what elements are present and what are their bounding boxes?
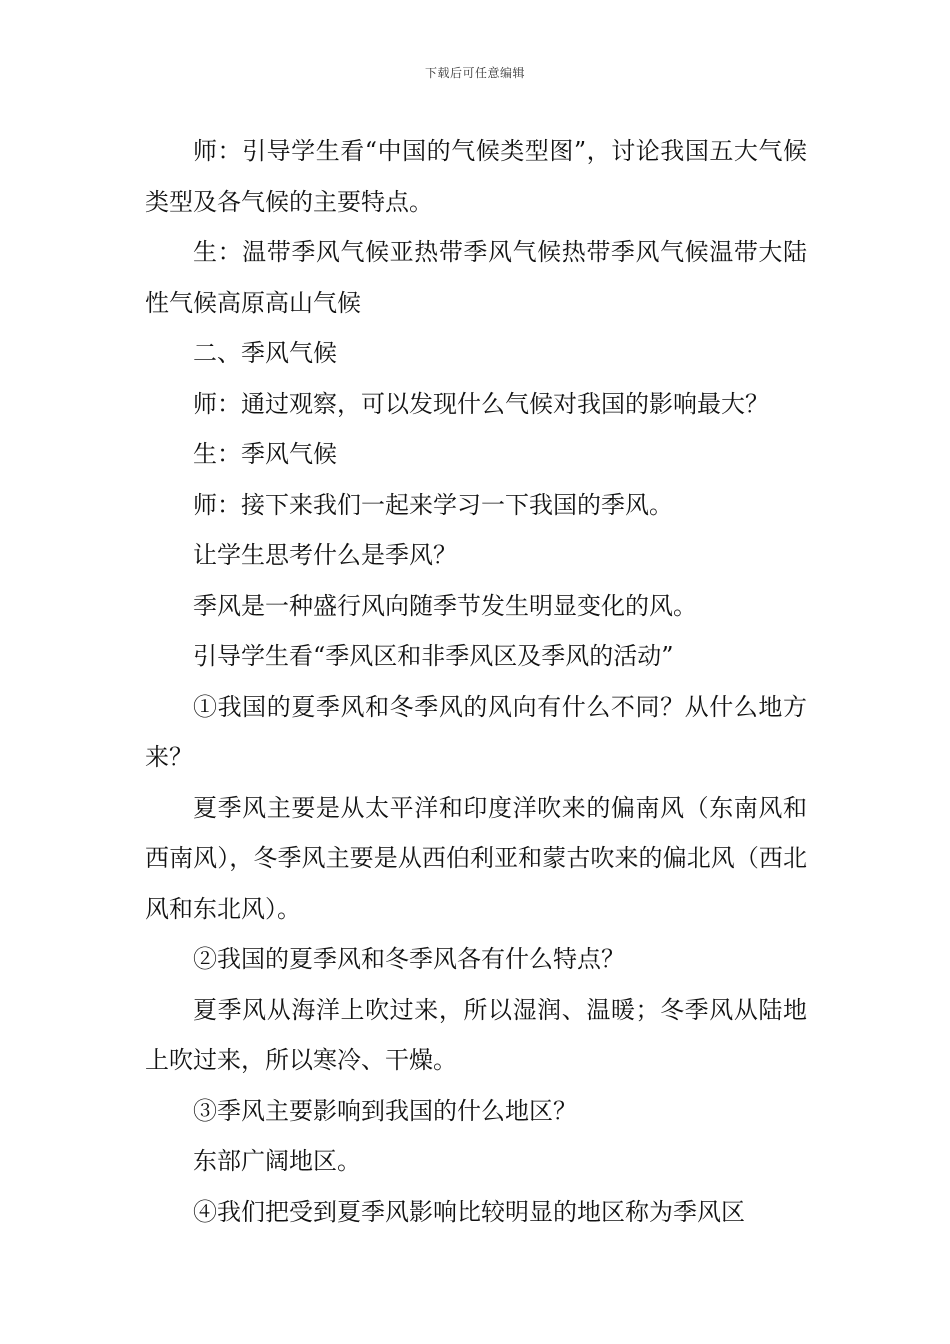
paragraph-question-2: ②我国的夏季风和冬季风各有什么特点？ — [193, 945, 625, 973]
paragraph-monsoon-definition: 季风是一种盛行风向随季节发生明显变化的风。 — [193, 591, 697, 620]
paragraph-answer-2: 夏季风从海洋上吹过来，所以湿润、温暖；冬季风从陆地上吹过来，所以寒冷、干燥。 — [145, 995, 807, 1074]
paragraph-question-3: ③季风主要影响到我国的什么地区？ — [193, 1096, 577, 1125]
paragraph-answer-1: 夏季风主要是从太平洋和印度洋吹来的偏南风（东南风和西南风），冬季风主要是从西伯利亚和蒙古吹来的偏北风（西北风和东北风）。 — [145, 793, 807, 923]
document-body — [145, 126, 807, 1237]
paragraph-guide-monsoon-map: 引导学生看“季风区和非季风区及季风的活动” — [193, 642, 674, 670]
paragraph-teacher-next: 师：接下来我们一起来学习一下我国的季风。 — [193, 490, 673, 519]
paragraph-student-climate-types: 生：温带季风气候亚热带季风气候热带季风气候温带大陆性气候高原高山气候 — [145, 238, 807, 317]
paragraph-question-1: ①我国的夏季风和冬季风的风向有什么不同？从什么地方来？ — [145, 692, 807, 771]
paragraph-question-what-is-monsoon: 让学生思考什么是季风？ — [193, 541, 457, 569]
paragraph-teacher-observation: 师：通过观察，可以发现什么气候对我国的影响最大？ — [193, 389, 769, 418]
paragraph-answer-3: 东部广阔地区。 — [193, 1147, 361, 1175]
paragraph-student-answer: 生：季风气候 — [193, 440, 337, 468]
paragraph-teacher-climate-map: 师：引导学生看“中国的气候类型图”，讨论我国五大气候类型及各气候的主要特点。 — [145, 137, 807, 216]
section-heading-monsoon-climate: 二、季风气候 — [193, 339, 337, 367]
paragraph-point-4: ④我们把受到夏季风影响比较明显的地区称为季风区 — [193, 1197, 745, 1226]
page-header: 下载后可任意编辑 — [424, 66, 525, 80]
